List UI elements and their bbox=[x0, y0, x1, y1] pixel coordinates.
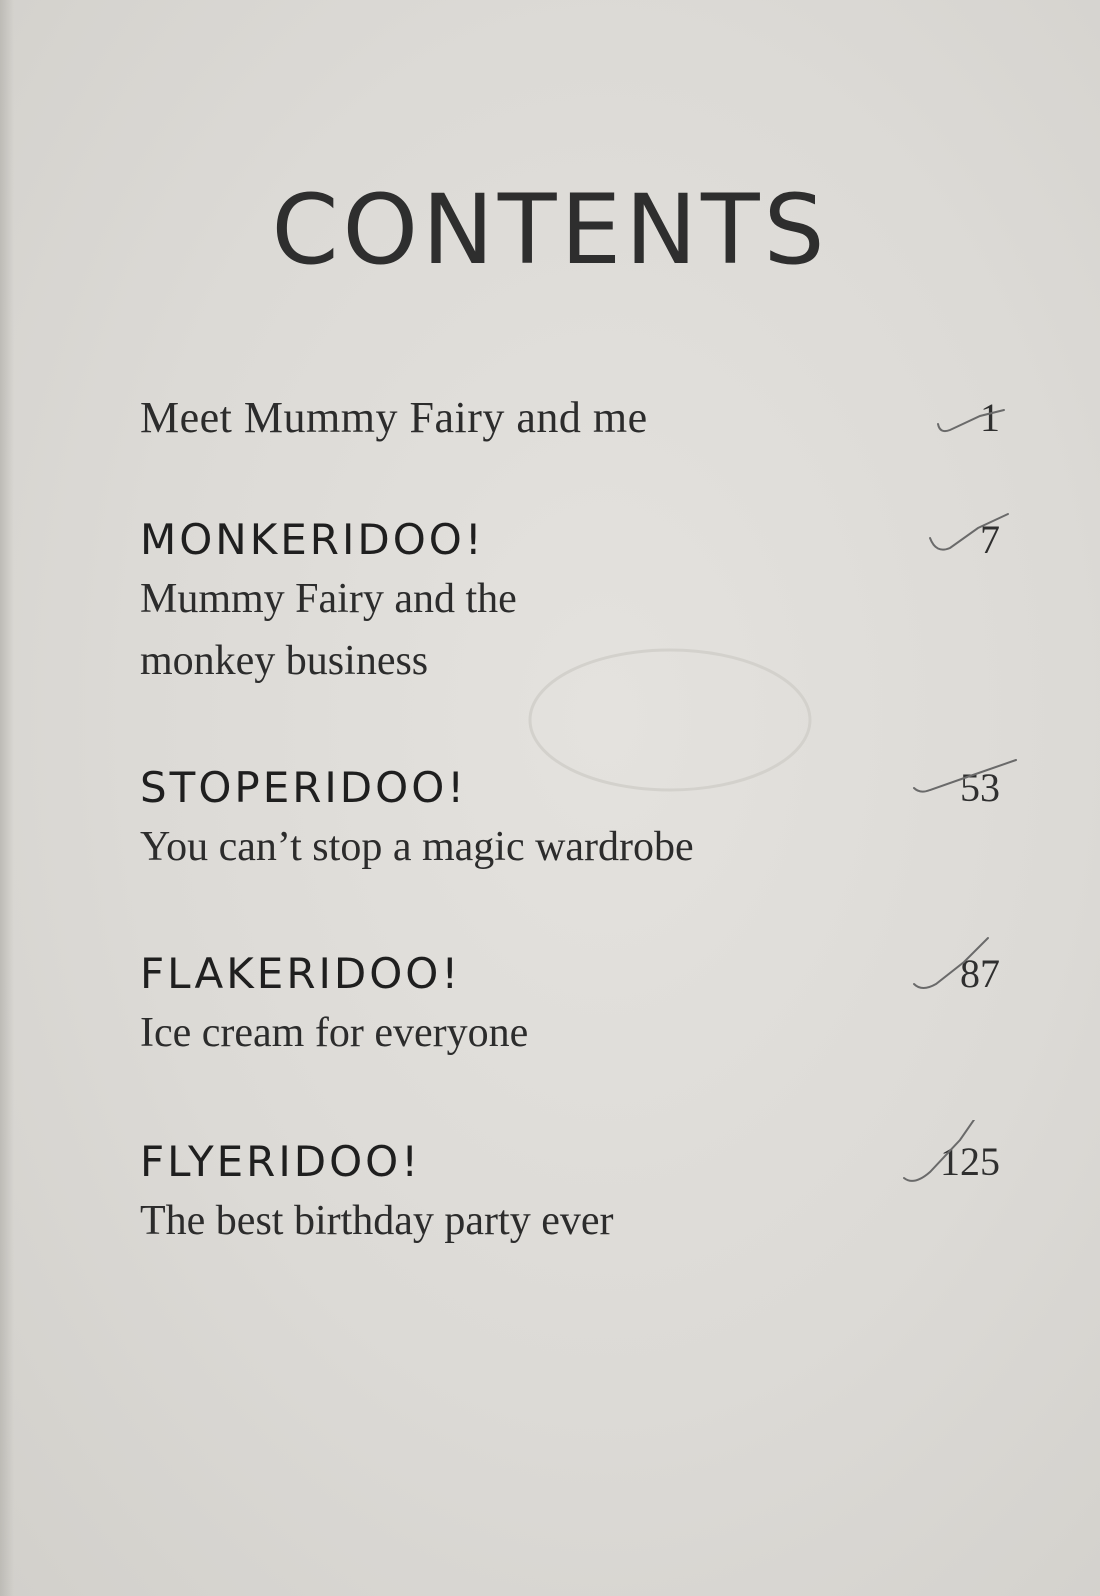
page-number: 1 bbox=[980, 395, 1000, 440]
pencil-tick-icon bbox=[900, 746, 1020, 816]
entry-subtitle: Ice cream for everyone bbox=[140, 1010, 529, 1056]
page-title: CONTENTS bbox=[271, 174, 829, 286]
page-number: 87 bbox=[960, 951, 1000, 996]
entry-subtitle: You can’t stop a magic wardrobe bbox=[140, 824, 694, 870]
page-number: 53 bbox=[960, 765, 1000, 810]
toc-entry bbox=[140, 390, 1000, 446]
pencil-tick-icon bbox=[900, 498, 1020, 568]
entry-subtitle: The best birthday party ever bbox=[140, 1198, 614, 1244]
entry-title: MONKERIDOO! bbox=[140, 515, 485, 564]
pencil-tick-icon bbox=[900, 932, 1020, 1002]
toc-entry bbox=[140, 512, 1000, 692]
entry-subtitle: Mummy Fairy and the monkey business bbox=[140, 576, 517, 684]
entry-title: STOPERIDOO! bbox=[140, 763, 468, 812]
entry-title: FLYERIDOO! bbox=[140, 1137, 422, 1186]
page-number: 125 bbox=[940, 1139, 1000, 1184]
pencil-tick-icon bbox=[900, 1120, 1020, 1190]
toc-entry bbox=[140, 1134, 1000, 1252]
toc-entry bbox=[140, 760, 1000, 878]
entry-title: FLAKERIDOO! bbox=[140, 949, 462, 998]
toc-entry bbox=[140, 946, 1000, 1064]
page-number: 7 bbox=[980, 517, 1000, 562]
pencil-tick-icon bbox=[900, 376, 1020, 446]
entry-title: Meet Mummy Fairy and me bbox=[140, 393, 648, 442]
